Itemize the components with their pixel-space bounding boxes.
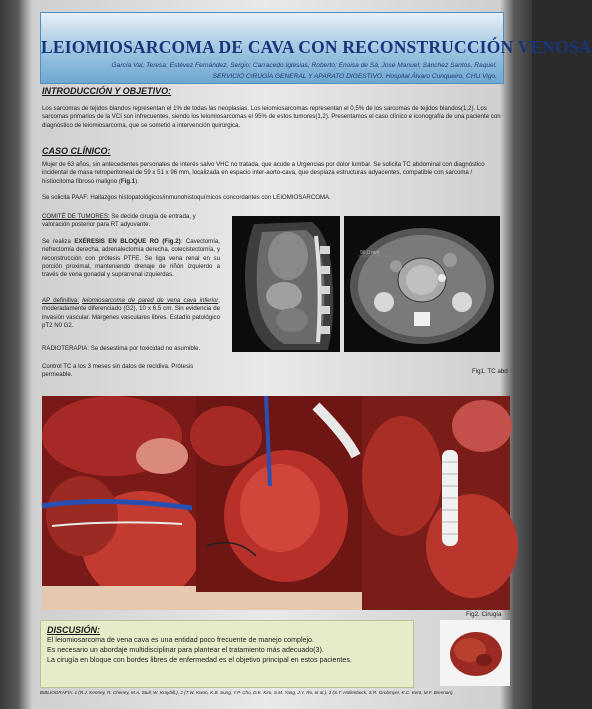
fig2-caption: Fig2. Cirugía (466, 611, 502, 618)
case-text (42, 161, 504, 186)
case-heading: CASO CLÍNICO: (42, 146, 111, 156)
fig1-caption: Fig1. TC abd (472, 368, 508, 375)
ap-body: , moderadamente diferenciado (G2), 10 x 6.5 cm. Sin evidencia de invasión vascular. Márgenes vasculares libres. Estadío patológico pT2 N0 G2. (42, 297, 220, 329)
discussion-heading: DISCUSIÓN: (47, 625, 101, 635)
paaf-text: Se solicita PAAF: Hallazgos histopatológicos/inmunohistoquímicos concordantes con LEIOMIOSARCOMA. (42, 194, 331, 201)
comite-body: Se decide cirugía de entrada, y valoración posterior para RT adyuvante. (42, 213, 196, 229)
comite-label: COMITÉ DE TUMORES: (42, 213, 110, 220)
poster-header (40, 12, 592, 84)
control-text: Control TC a los 3 meses sin datos de recidiva. Prótesis permeable. (42, 363, 194, 379)
surgery-photo-1 (42, 396, 196, 610)
case-text-main: Mujer de 63 años, sin antecedentes personales de interés salvo VHC no tratada, que acude a Urgencias por dolor lumbar. Se solicita TC abdominal con diagnóstico incidental de masa retroperitoneal de 59 x 51 x 96 mm, localizada en espacio inter-aorto-cava, que desplaza estructuras adyacentes, compatible con sarcoma / histiocitoma fibroso maligno ( (42, 161, 485, 185)
surgery-photo-3 (362, 396, 510, 610)
intro-text: Los sarcomas de tejidos blandos representan el 1% de todas las neoplasias. Los leiomiosarcomas representan el 0,5% de los sarcomas de tejidos blandos(1,2). Los sarcomas primarios de la VCI son infrecuentes, siendo los leiomiosarcomas el 95% de estos tumores(1,2). Presentamos el caso clínico e iconografía de una paciente con diagnóstico de leiomiosarcoma, que se sometió a intervención quirúrgica. (42, 105, 501, 129)
affiliation-line: SERVICIO CIRUGÍA GENERAL Y APARATO DIGESTIVO. Hospital Álvaro Cunqueiro, CHU Vigo. (212, 73, 497, 80)
discussion-line-1: El leiomiosarcoma de vena cava es una entidad poco frecuente de manejo complejo. (47, 636, 314, 644)
ap-italic: leiomiosarcoma de pared de vena cava inferior (82, 297, 219, 304)
exeresis-text (42, 238, 220, 279)
ap-text (42, 297, 220, 330)
authors-line: García Val, Teresa; Estévez Fernández, Sergio; Carracedo Iglesias, Roberto; Enoisa de Sá, José Manuel; Sánchez Santos, Raquel. (111, 62, 497, 69)
discussion-line-3: La cirugía en bloque con bordes libres de enfermedad es el objetivo principal en estos pacientes. (47, 656, 352, 664)
exeresis-fig-ref: (Fig.2) (158, 238, 181, 245)
case-fig-ref: Fig.1 (120, 177, 136, 185)
specimen-photo (440, 620, 510, 686)
bibliography: BIBLIOGRAFÍA: 1 (R.J. Kenney, R. Cheney, M.A. Stull, W. Kraybill.), 2 (T.W. Kwon, K.B. Sung, Y.P. Cho, D.K. Kim, S.M. Yang, J.Y. Ro, et al.), 3 (S.T. Hollenbeck, S.R. Grobmyer, K.C. Kent, M.F. Brennan). (40, 690, 454, 695)
exeresis-bold: EXÉRESIS EN BLOQUE RO (74, 238, 159, 245)
ct-sagittal-illustration (232, 216, 340, 352)
ct-axial-illustration (344, 216, 500, 352)
case-text-end: ). (135, 177, 139, 185)
radio-text: RADIOTERAPIA: Se desestima por toxicidad no asumible. (42, 345, 201, 352)
discussion-box (40, 620, 414, 688)
exeresis-body: : Cavectomía, nefrectomía derecha, adrenalectomía derecha, colecistectomía, y reconstrucción con prótesis PTFE. Se liga vena renal en su porción proximal, manteniendo drenaje de riñón izquierdo a través de vena gonadal y suprarrenal izquierdas. (42, 238, 221, 279)
specimen-illustration (440, 620, 510, 686)
comite-text (42, 213, 220, 230)
ct-axial-image (344, 216, 500, 352)
intro-heading: INTRODUCCIÓN Y OBJETIVO: (42, 86, 172, 96)
ap-label: AP definitiva: (42, 297, 80, 304)
surgery-illustration-1 (42, 396, 196, 610)
ct-sagittal-image (232, 216, 340, 352)
exeresis-pre: Se realiza (42, 238, 75, 245)
surgery-illustration-3 (362, 396, 510, 610)
poster-title: LEIOMIOSARCOMA DE CAVA CON RECONSTRUCCIÓN VENOSA (41, 37, 592, 57)
discussion-line-2: Es necesario un abordaje multidisciplinar para plantear el tratamiento más adecuado(3). (47, 646, 324, 654)
surgery-illustration-2 (196, 396, 362, 610)
ct-scale-label: 96,0 mm (360, 250, 380, 256)
surgery-photo-2 (196, 396, 362, 610)
